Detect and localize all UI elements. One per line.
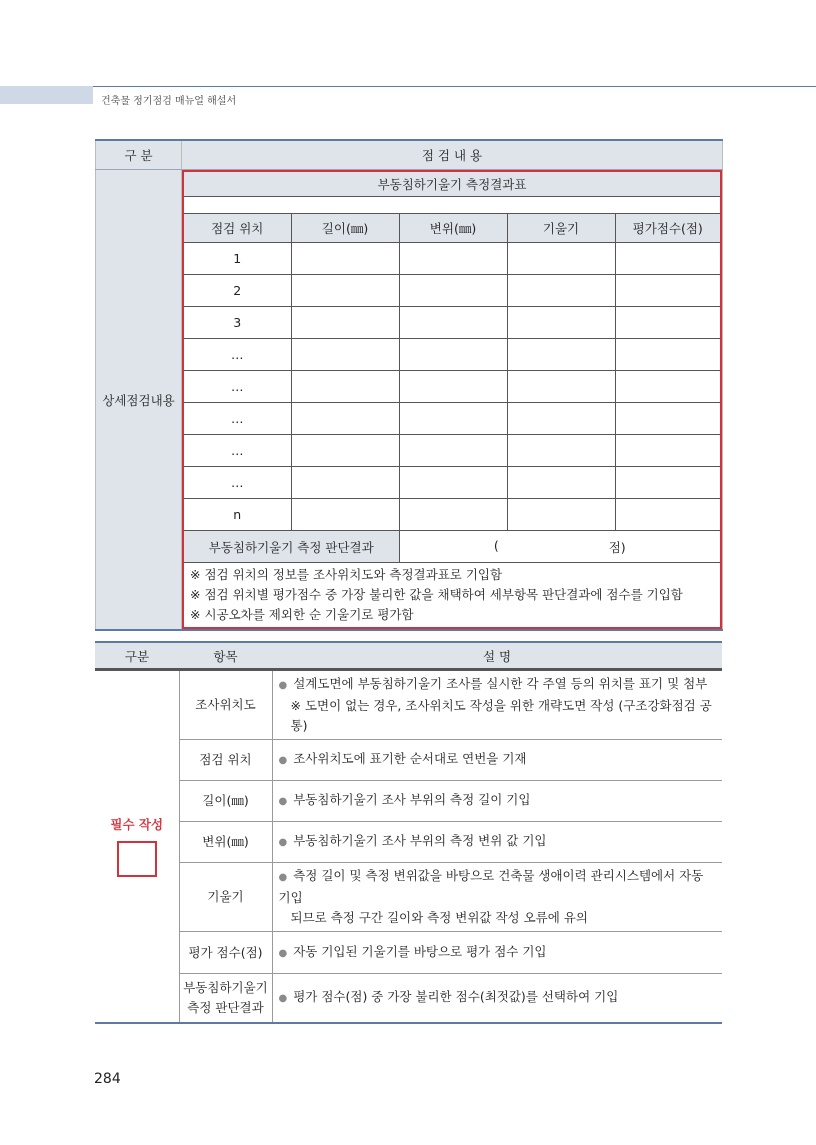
item-label-line1: 부동침하기울기 — [183, 979, 268, 995]
slope-cell[interactable] — [507, 371, 615, 403]
required-category-cell — [95, 670, 179, 1023]
length-cell[interactable] — [291, 275, 399, 307]
table-row — [183, 339, 721, 371]
location-cell: 3 — [183, 307, 291, 339]
required-label: 필수 작성 — [110, 817, 164, 833]
description-cell — [272, 932, 722, 974]
col-displacement: 변위(㎜) — [399, 214, 507, 243]
note-line: ※ 점검 위치별 평가점수 중 가장 불리한 값을 채택하여 세부항목 판단결과에 점수를 기입함 — [190, 587, 683, 602]
score-cell[interactable] — [615, 243, 721, 275]
score-cell[interactable] — [615, 371, 721, 403]
length-cell[interactable] — [291, 339, 399, 371]
description-table — [95, 641, 722, 1024]
judgement-label: 부동침하기울기 측정 판단결과 — [183, 531, 399, 563]
description-cell — [272, 863, 722, 932]
table-row — [183, 435, 721, 467]
description-continuation: 되므로 측정 구간 길이와 측정 변위값 작성 오류에 유의 — [290, 910, 588, 925]
description-cell — [272, 781, 722, 822]
slope-cell[interactable] — [507, 307, 615, 339]
location-cell: … — [183, 403, 291, 435]
bullet-icon: ● — [278, 680, 288, 691]
required-checkbox[interactable] — [117, 841, 157, 877]
bullet-icon: ● — [278, 947, 288, 959]
description-text: 설계도면에 부동침하기울기 조사를 실시한 각 주열 등의 위치를 표기 및 첨부 — [293, 676, 708, 691]
spacer-row — [183, 197, 721, 214]
table-row — [183, 371, 721, 403]
judgement-open-paren: ( — [493, 537, 499, 553]
displacement-cell[interactable] — [399, 403, 507, 435]
note-line: ※ 점검 위치의 정보를 조사위치도와 측정결과표로 기입함 — [190, 567, 503, 582]
location-cell: 2 — [183, 275, 291, 307]
item-label: 기울기 — [179, 863, 272, 932]
bullet-icon: ● — [278, 872, 288, 883]
table-row — [183, 403, 721, 435]
inspection-content-table — [95, 139, 723, 631]
displacement-cell[interactable] — [399, 435, 507, 467]
location-cell: 1 — [183, 243, 291, 275]
slope-cell[interactable] — [507, 403, 615, 435]
notes-cell — [183, 563, 721, 629]
length-cell[interactable] — [291, 307, 399, 339]
description-cell — [272, 740, 722, 781]
slope-cell[interactable] — [507, 435, 615, 467]
description-text: 자동 기입된 기울기를 바탕으로 평가 점수 기입 — [293, 943, 547, 959]
slope-cell[interactable] — [507, 499, 615, 531]
content-cell — [182, 170, 723, 631]
displacement-cell[interactable] — [399, 339, 507, 371]
location-cell: n — [183, 499, 291, 531]
score-cell[interactable] — [615, 499, 721, 531]
slope-cell[interactable] — [507, 467, 615, 499]
displacement-cell[interactable] — [399, 467, 507, 499]
score-cell[interactable] — [615, 339, 721, 371]
description-cell — [272, 974, 722, 1023]
running-header-title: 건축물 정기점검 매뉴얼 해설서 — [101, 96, 237, 107]
description-subnote: ※ 도면이 없는 경우, 조사위치도 작성을 위한 개략도면 작성 (구조강화점검 공통) — [290, 698, 712, 733]
table-row — [183, 467, 721, 499]
location-cell: … — [183, 467, 291, 499]
slope-cell[interactable] — [507, 275, 615, 307]
displacement-cell[interactable] — [399, 275, 507, 307]
judgement-unit: 점) — [608, 539, 626, 555]
score-cell[interactable] — [615, 307, 721, 339]
length-cell[interactable] — [291, 403, 399, 435]
col-length: 길이(㎜) — [291, 214, 399, 243]
slope-cell[interactable] — [507, 339, 615, 371]
description-text: 평가 점수(점) 중 가장 불리한 점수(최젓값)를 선택하여 기입 — [293, 988, 619, 1004]
length-cell[interactable] — [291, 243, 399, 275]
col-location: 점검 위치 — [183, 214, 291, 243]
bullet-icon: ● — [278, 837, 288, 848]
item-label: 평가 점수(점) — [179, 932, 272, 974]
description-text: 부동침하기울기 조사 부위의 측정 변위 값 기입 — [293, 833, 547, 848]
displacement-cell[interactable] — [399, 243, 507, 275]
table-row — [183, 499, 721, 531]
location-cell: … — [183, 435, 291, 467]
col-slope: 기울기 — [507, 214, 615, 243]
location-cell: … — [183, 339, 291, 371]
description-text: 부동침하기울기 조사 부위의 측정 길이 기입 — [293, 792, 531, 807]
displacement-cell[interactable] — [399, 499, 507, 531]
displacement-cell[interactable] — [399, 371, 507, 403]
table-row — [183, 243, 721, 275]
judgement-score-field[interactable] — [399, 531, 721, 563]
header-rule — [0, 86, 816, 87]
note-line: ※ 시공오차를 제외한 순 기울기로 평가함 — [190, 607, 414, 622]
col-header-description: 설 명 — [272, 642, 722, 670]
length-cell[interactable] — [291, 467, 399, 499]
col-header-item: 항목 — [179, 642, 272, 670]
item-label-line2: 측정 판단결과 — [187, 999, 264, 1015]
length-cell[interactable] — [291, 435, 399, 467]
length-cell[interactable] — [291, 371, 399, 403]
item-label — [179, 974, 272, 1023]
bullet-icon: ● — [278, 992, 288, 1004]
description-text: 측정 길이 및 측정 변위값을 바탕으로 건축물 생애이력 관리시스템에서 자동 기입 — [278, 868, 704, 905]
description-cell — [272, 670, 722, 740]
bullet-icon: ● — [278, 796, 288, 807]
bullet-icon: ● — [278, 755, 288, 766]
measurement-table-title: 부동침하기울기 측정결과표 — [183, 171, 721, 197]
displacement-cell[interactable] — [399, 307, 507, 339]
score-cell[interactable] — [615, 467, 721, 499]
item-label: 점검 위치 — [179, 740, 272, 781]
col-header-category: 구분 — [95, 642, 179, 670]
slope-cell[interactable] — [507, 243, 615, 275]
description-text: 조사위치도에 표기한 순서대로 연번을 기재 — [293, 751, 527, 766]
col-header-category: 구 분 — [96, 140, 182, 170]
header-tab-block — [0, 86, 93, 104]
measurement-result-table — [182, 170, 722, 629]
location-cell: … — [183, 371, 291, 403]
item-label: 변위(㎜) — [179, 822, 272, 863]
length-cell[interactable] — [291, 499, 399, 531]
item-label: 조사위치도 — [179, 670, 272, 740]
score-cell[interactable] — [615, 435, 721, 467]
item-label: 길이(㎜) — [179, 781, 272, 822]
score-cell[interactable] — [615, 275, 721, 307]
col-header-content: 점 검 내 용 — [182, 140, 723, 170]
description-cell — [272, 822, 722, 863]
side-label-detail: 상세점검내용 — [96, 170, 182, 631]
table-row — [183, 275, 721, 307]
table-row — [183, 307, 721, 339]
page-number: 284 — [94, 1071, 121, 1087]
score-cell[interactable] — [615, 403, 721, 435]
col-score: 평가점수(점) — [615, 214, 721, 243]
